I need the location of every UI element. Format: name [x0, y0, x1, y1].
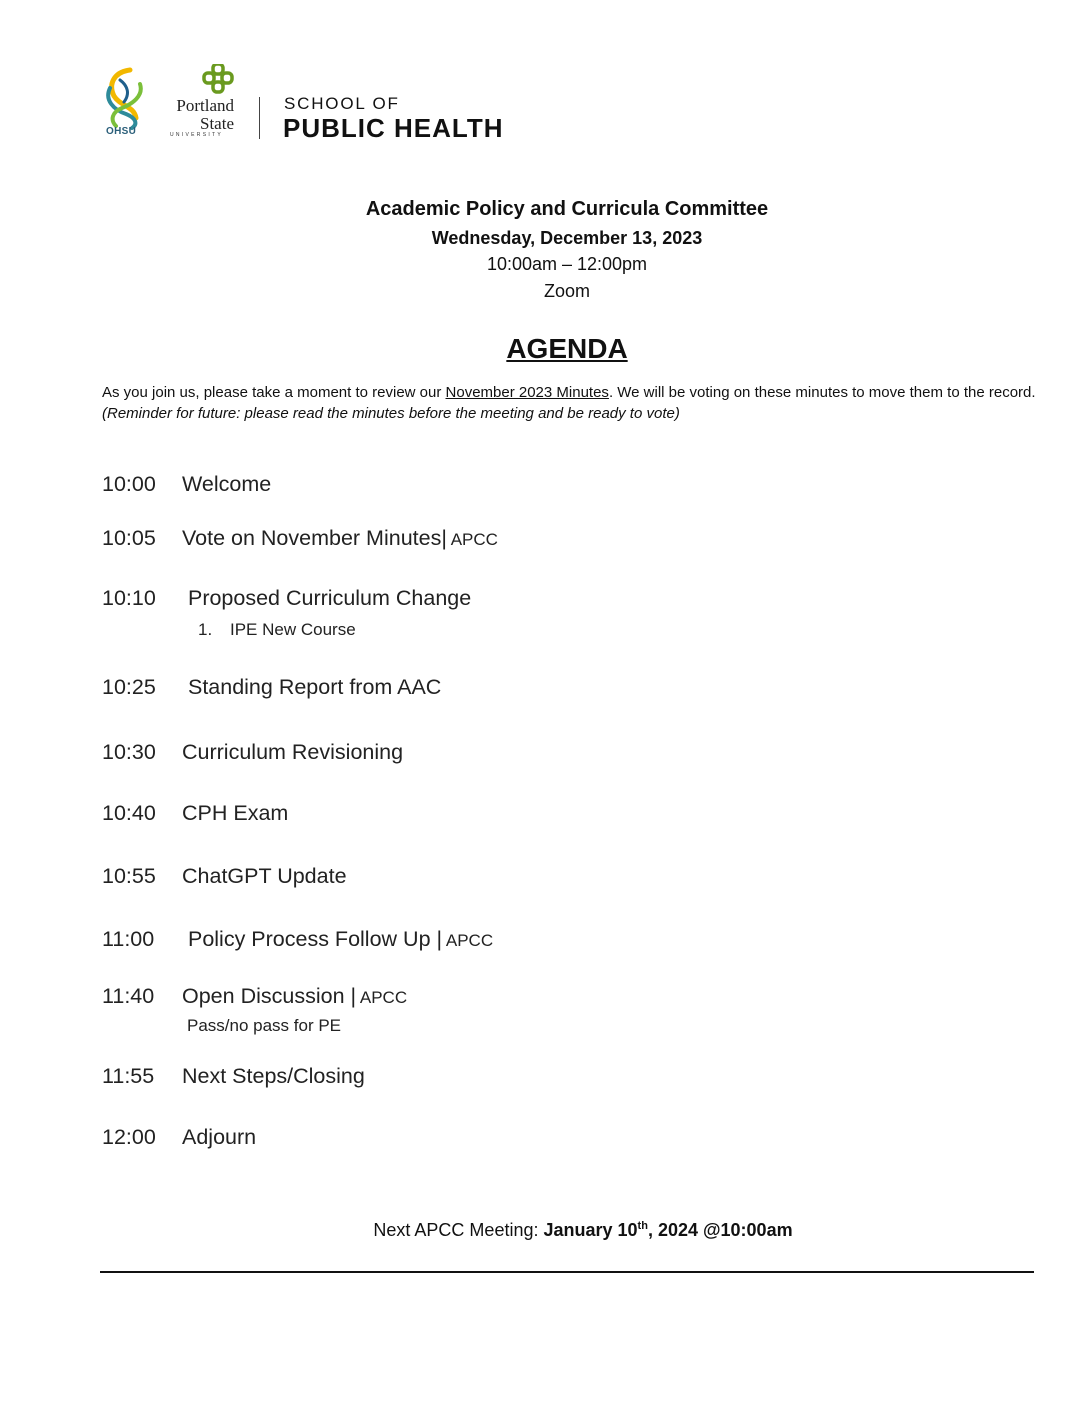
- meeting-location: Zoom: [543, 281, 590, 301]
- agenda-item-vote: [102, 526, 498, 551]
- intro-reminder: (Reminder for future: please read the minutes before the meeting and be ready to vote): [102, 405, 680, 422]
- psu-line1: Portland: [176, 96, 234, 115]
- item-time: 10:55: [102, 864, 156, 888]
- item-title: Policy Process Follow Up |: [182, 927, 443, 951]
- item-title: CPH Exam: [182, 801, 289, 825]
- item-owner: APCC: [356, 988, 408, 1007]
- subitem-ipe-course: IPE New Course: [230, 620, 356, 639]
- agenda-item-cph-exam: [102, 801, 288, 826]
- agenda-item-open-discussion: [102, 984, 407, 1009]
- item-time: 10:30: [102, 740, 156, 764]
- intro-text-before: As you join us, please take a moment to review our: [102, 384, 446, 401]
- item-title: ChatGPT Update: [182, 864, 347, 888]
- item-owner: APCC: [442, 931, 494, 950]
- public-health-label: PUBLIC HEALTH: [283, 113, 504, 143]
- item-title: Curriculum Revisioning: [182, 740, 404, 764]
- item-time: 10:10: [102, 586, 156, 610]
- agenda-item-curriculum-change: [102, 586, 471, 611]
- ohsu-label: OHSU: [106, 126, 137, 137]
- item-time: 11:00: [102, 927, 155, 951]
- intro-paragraph: [102, 382, 1042, 424]
- meeting-date: Wednesday, December 13, 2023: [431, 228, 703, 248]
- item-title: Proposed Curriculum Change: [182, 586, 472, 610]
- agenda-item-next-steps: [102, 1064, 365, 1089]
- agenda-heading: AGENDA: [506, 333, 628, 364]
- item-time: 11:40: [102, 984, 155, 1008]
- agenda-item-policy-process: [102, 927, 493, 952]
- agenda-item-chatgpt: [102, 864, 347, 889]
- item-time: 11:55: [102, 1064, 155, 1088]
- item-time: 10:25: [102, 675, 156, 699]
- item-time: 10:40: [102, 801, 156, 825]
- bottom-divider: [100, 1271, 1034, 1273]
- agenda-item-welcome: [102, 472, 271, 497]
- item-title: Welcome: [182, 472, 272, 496]
- school-of-label: SCHOOL OF: [284, 94, 400, 113]
- next-meeting-date-main: January 10: [543, 1220, 638, 1240]
- item-time: 12:00: [102, 1125, 156, 1149]
- psu-wordmark: [170, 97, 234, 133]
- next-meeting-date: [543, 1220, 792, 1240]
- next-meeting: [0, 1220, 1088, 1241]
- next-meeting-date-sup: th: [637, 1220, 648, 1232]
- agenda-item-aac-report: [102, 675, 441, 700]
- agenda-item-adjourn: [102, 1125, 256, 1150]
- item-title: Vote on November Minutes|: [182, 526, 447, 550]
- logo-divider: [259, 97, 260, 139]
- psu-university: UNIVERSITY: [170, 132, 224, 138]
- next-meeting-date-rest: , 2024 @10:00am: [647, 1220, 793, 1240]
- meeting-time: 10:00am – 12:00pm: [486, 254, 648, 274]
- subitem-number: 1.: [198, 620, 213, 639]
- item-title: Open Discussion |: [182, 984, 357, 1008]
- next-meeting-label: Next APCC Meeting:: [373, 1220, 544, 1240]
- committee-title: Academic Policy and Curricula Committee: [365, 198, 769, 220]
- item-owner: APCC: [446, 530, 498, 549]
- intro-text-after: . We will be voting on these minutes to move them to the record.: [608, 384, 1036, 401]
- psu-line2: State: [200, 114, 234, 133]
- agenda-item-revisioning: [102, 740, 403, 765]
- subitem-pass-no-pass: Pass/no pass for PE: [187, 1016, 342, 1035]
- minutes-link[interactable]: November 2023 Minutes: [445, 384, 609, 401]
- item-time: 10:05: [102, 526, 156, 550]
- item-title: Adjourn: [182, 1125, 257, 1149]
- item-title: Next Steps/Closing: [182, 1064, 365, 1088]
- item-title: Standing Report from AAC: [182, 675, 442, 699]
- item-time: 10:00: [102, 472, 156, 496]
